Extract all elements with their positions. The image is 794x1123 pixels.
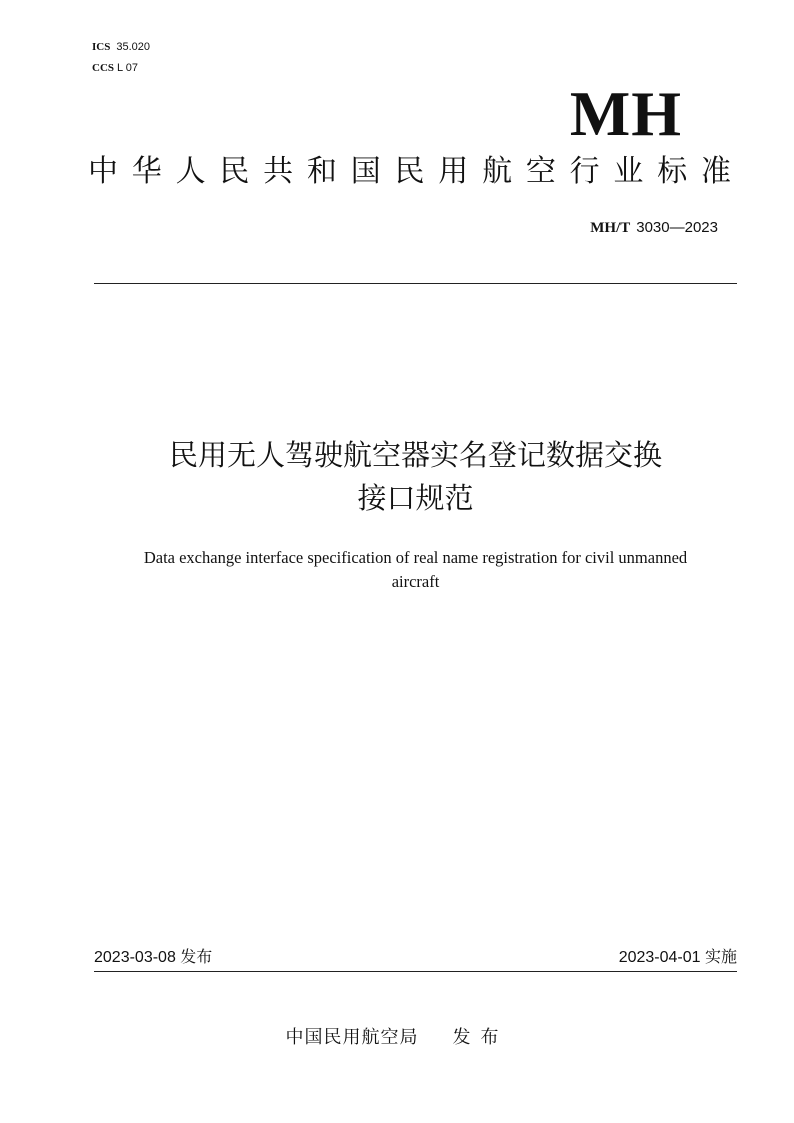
- issue-date-value: 2023-03-08: [94, 949, 176, 966]
- ics-label: ICS: [92, 41, 111, 53]
- ccs-code: [92, 61, 138, 75]
- ics-code: [92, 40, 150, 54]
- ics-value: 35.020: [116, 41, 150, 53]
- mh-logo: MH: [569, 78, 682, 149]
- ccs-label: CCS: [92, 62, 115, 74]
- implementation-label: 实施: [704, 947, 737, 966]
- title-english-line-1: Data exchange interface specification of real name registration for civil unmanned: [143, 548, 688, 567]
- issue-date: [94, 946, 212, 969]
- top-divider: [94, 283, 737, 284]
- title-chinese-line-1: 民用无人驾驶航空器实名登记数据交换: [168, 438, 662, 472]
- issuer-organization: 中国民用航空局: [285, 1027, 419, 1048]
- standard-code: MH/T: [590, 220, 631, 236]
- issue-label: 发布: [180, 947, 213, 966]
- implementation-date: [619, 946, 737, 969]
- title-chinese: [94, 434, 737, 520]
- implementation-date-value: 2023-04-01: [618, 949, 701, 966]
- standard-number-value: 3030—2023: [636, 219, 718, 236]
- title-chinese-line-2: 接口规范: [357, 481, 474, 515]
- ccs-value: L 07: [117, 62, 139, 74]
- issuer: [0, 1026, 794, 1050]
- industry-standard-heading: 中华人民共和国民用航空行业标准: [88, 154, 731, 189]
- title-english: [94, 546, 737, 594]
- bottom-divider: [94, 971, 737, 972]
- title-english-line-2: aircraft: [391, 572, 440, 591]
- standard-number: [590, 218, 718, 238]
- issuer-action: 发布: [452, 1027, 509, 1048]
